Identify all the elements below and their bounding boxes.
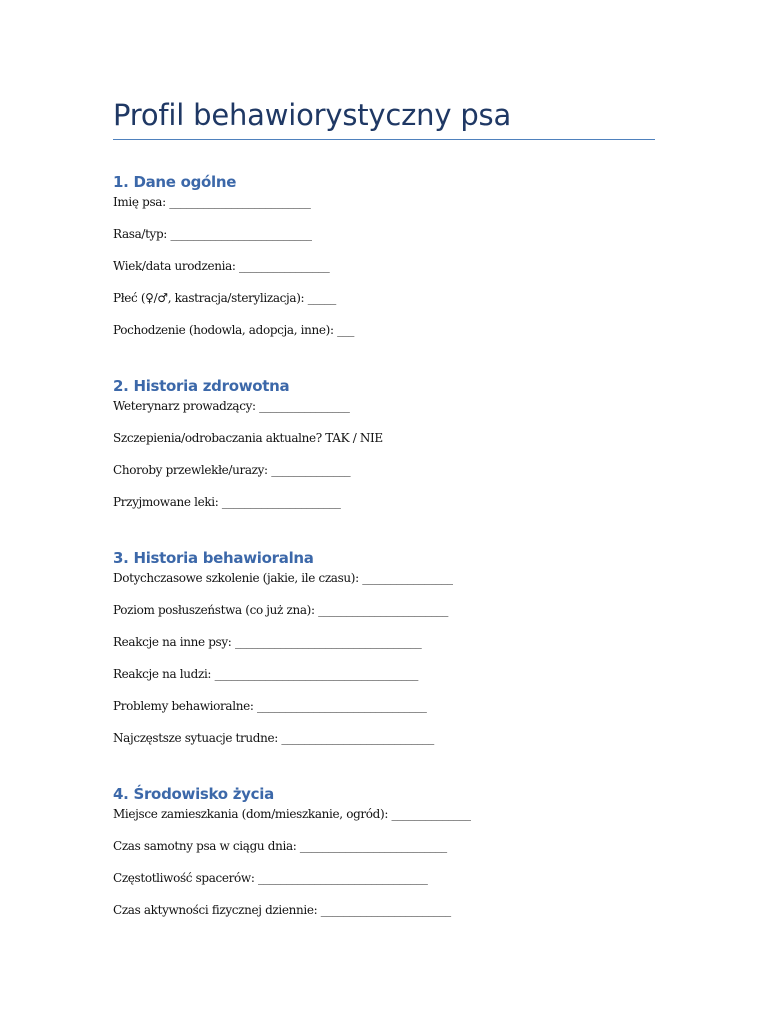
section-heading: 2. Historia zdrowotna — [113, 377, 290, 395]
section-heading: 3. Historia behawioralna — [113, 549, 314, 567]
field-reaction-people: Reakcje na ludzi: ____________________________________ — [113, 667, 418, 681]
field-breed: Rasa/typ: _________________________ — [113, 227, 312, 241]
field-walk-frequency: Częstotliwość spacerów: ______________________________ — [113, 871, 428, 885]
document-title: Profil behawiorystyczny psa — [113, 98, 512, 132]
field-residence: Miejsce zamieszkania (dom/mieszkanie, ogród): ______________ — [113, 807, 471, 821]
field-origin: Pochodzenie (hodowla, adopcja, inne): ___ — [113, 323, 355, 337]
section-heading: 1. Dane ogólne — [113, 173, 237, 191]
field-reaction-dogs: Reakcje na inne psy: _________________________________ — [113, 635, 422, 649]
field-age: Wiek/data urodzenia: ________________ — [113, 259, 330, 273]
section-living-environment — [113, 783, 655, 919]
field-sex: Płeć (♀/♂, kastracja/sterylizacja): _____ — [113, 291, 336, 305]
field-difficult-situations: Najczęstsze sytuacje trudne: ___________________________ — [113, 731, 434, 745]
field-alone-time: Czas samotny psa w ciągu dnia: __________________________ — [113, 839, 447, 853]
field-chronic-diseases: Choroby przewlekłe/urazy: ______________ — [113, 463, 351, 477]
field-obedience: Poziom posłuszeństwa (co już zna): _______________________ — [113, 603, 449, 617]
field-vaccinations: Szczepienia/odrobaczania aktualne? TAK / NIE — [113, 431, 383, 445]
section-heading: 4. Środowisko życia — [113, 785, 274, 803]
title-underline — [113, 139, 655, 140]
field-physical-activity: Czas aktywności fizycznej dziennie: _______________________ — [113, 903, 451, 917]
section-health-history — [113, 375, 655, 511]
field-behavior-problems: Problemy behawioralne: ______________________________ — [113, 699, 427, 713]
section-general — [113, 171, 655, 339]
field-medications: Przyjmowane leki: _____________________ — [113, 495, 341, 509]
field-dog-name: Imię psa: _________________________ — [113, 195, 311, 209]
section-behavioral-history — [113, 547, 655, 747]
field-training: Dotychczasowe szkolenie (jakie, ile czasu): ________________ — [113, 571, 453, 585]
field-vet: Weterynarz prowadzący: ________________ — [113, 399, 350, 413]
